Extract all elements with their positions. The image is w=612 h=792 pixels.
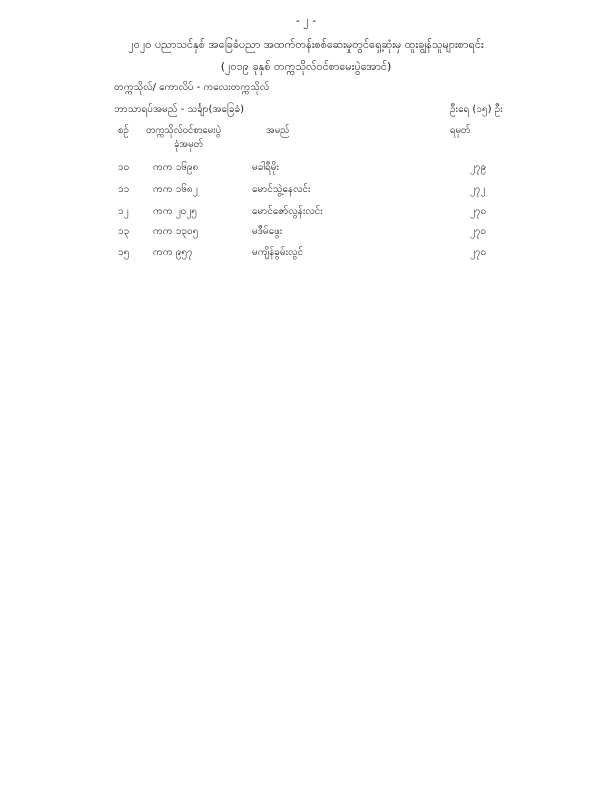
table-row [0, 204, 612, 224]
roll-number: ကက ၁၆၉၈ [153, 162, 199, 173]
total-count: ဦးရေ (၁၅) ဦး [450, 104, 503, 115]
roll-number: ကက ၉၅၇ [153, 247, 193, 258]
table-row [0, 160, 612, 180]
row-number: ၁၅ [118, 247, 130, 258]
row-number: ၁၁ [118, 184, 130, 195]
table-row [0, 182, 612, 202]
roll-number: ကက ၁၆၈၂ [153, 184, 198, 195]
document-subtitle: (၂၀၁၉ ခုနှစ် တက္ကသိုလ်ဝင်စာမေးပွဲအောင်) [220, 60, 392, 73]
row-number: ၁၀ [118, 162, 130, 173]
roll-number: ကက ၁၃၀၅ [153, 226, 199, 237]
marks: ၂၇၉ [470, 162, 487, 173]
marks: ၂၇၂ [470, 184, 486, 195]
student-name: မောင်သွဲ့နေလင်း [252, 184, 311, 195]
student-name: မခါရီမိုး [252, 162, 280, 173]
marks: ၂၇၀ [470, 247, 487, 258]
marks: ၂၇၀ [470, 206, 487, 217]
marks: ၂၇၀ [470, 226, 487, 237]
university-label: တက္ကသိုလ်/ ကောလိပ် - ကလေးတက္ကသိုလ် [114, 82, 270, 93]
student-name: မဒီမ်ဖွေး [252, 226, 283, 237]
page-number: - ၂ - [295, 14, 317, 27]
roll-number: ကက ၂၀၂၅ [153, 206, 197, 217]
column-header-roll-number-line-2: ခုံအမှတ် [174, 139, 203, 150]
student-name: မကျိန်ခွမ်းလွင် [252, 247, 304, 258]
column-header-roll-number: တက္ကသိုလ်ဝင်စာမေးပွဲ [146, 125, 221, 136]
column-header-marks: ရမှတ် [450, 125, 471, 136]
table-row [0, 245, 612, 265]
column-header-no: စဉ် [118, 125, 129, 136]
document-title: ၂၀၂၀ ပညာသင်နှစ် အခြေခံပညာ အထက်တန်းစစ်ဆေးမှုတွင်ရှေ့ဆုံးမှ ထူးချွန်သူများစာရင်း [128, 38, 484, 51]
row-number: ၁၃ [118, 226, 130, 237]
student-name: မောင်ဇော်လွန်းလင်း [252, 206, 323, 217]
column-header-name: အမည် [266, 125, 290, 136]
subject-label: ဘာသာရပ်အမည် - သင်္ချာ(အခြေခံ) [114, 104, 245, 115]
row-number: ၁၂ [118, 206, 129, 217]
table-row [0, 224, 612, 244]
